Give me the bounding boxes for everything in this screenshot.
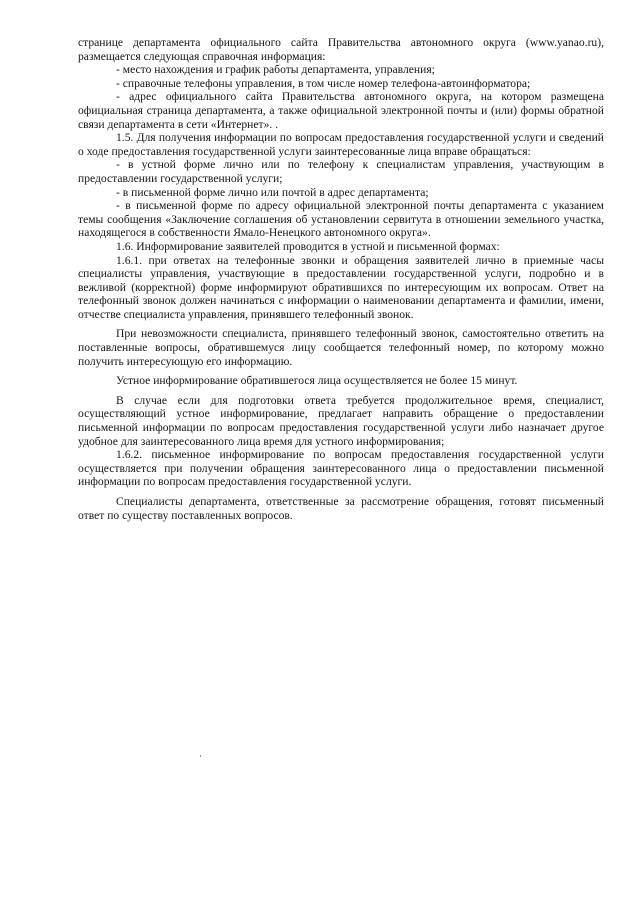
- list-item-website: - адрес официального сайта Правительства автономного округа, на котором размещена официальная страница департамента, а также официальной электронной почты и (или) формы обратной связи департамента в сети «Интернет». .: [78, 90, 604, 131]
- paragraph-specialists: Специалисты департамента, ответственные за рассмотрение обращения, готовят письменный ответ по существу поставленных вопросов.: [78, 495, 604, 522]
- paragraph-15-minutes: Устное информирование обратившегося лица осуществляется не более 15 минут.: [116, 374, 518, 388]
- paragraph-1-6: 1.6. Информирование заявителей проводится в устной и письменной формах:: [116, 239, 500, 253]
- list-item-location: - место нахождения и график работы департамента, управления;: [116, 63, 435, 77]
- list-item-phones: - справочные телефоны управления, в том числе номер телефона-автоинформатора;: [116, 76, 531, 90]
- list-item-written-email: - в письменной форме по адресу официальной электронной почты департамента с указанием темы сообщения «Заключение соглашения об установлении сервитута в отношении земельного участка, находящегося в собственности Ямало-Ненецкого автономного округа».: [78, 199, 604, 240]
- paragraph-1-5: 1.5. Для получения информации по вопросам предоставления государственной услуги и сведений о ходе предоставления государственной услуги заинтересованные лица вправе обращаться:: [78, 131, 604, 158]
- list-item-oral: - в устной форме лично или по телефону к специалистам управления, участвующим в предоставлении государственной услуги;: [78, 158, 604, 185]
- scan-speck: [200, 755, 201, 757]
- document-page: [78, 36, 604, 522]
- paragraph-intro: странице департамента официального сайта Правительства автономного округа (www.yanao.ru), размещается следующая справочная информация:: [78, 36, 604, 63]
- list-item-written-mail: - в письменной форме лично или почтой в адрес департамента;: [116, 185, 429, 199]
- paragraph-1-6-1: 1.6.1. при ответах на телефонные звонки и обращения заявителей лично в приемные часы специалисты управления, участвующие в предоставлении государственной услуги, подробно и в вежливой (корректной) форме информируют обратившихся по интересующим их вопросам. Ответ на телефонный звонок должен начинаться с информации о наименовании департамента и фамилии, имени, отчестве специалиста управления, принявшего телефонный звонок.: [78, 253, 604, 321]
- paragraph-impossibility: При невозможности специалиста, принявшего телефонный звонок, самостоятельно ответить на поставленные вопросы, обратившемуся лицу сообщается телефонный номер, по которому можно получить интересующую его информацию.: [78, 327, 604, 368]
- paragraph-long-answer: В случае если для подготовки ответа требуется продолжительное время, специалист, осуществляющий устное информирование, предлагает направить обращение о предоставлении письменной информации по вопросам предоставления государственной услуги либо назначает другое удобное для заинтересованного лица время для устного информирования;: [78, 393, 604, 448]
- paragraph-1-6-2: 1.6.2. письменное информирование по вопросам предоставления государственной услуги осуществляется при получении обращения заинтересованного лица о предоставлении письменной информации по вопросам предоставления государственной услуги.: [78, 448, 604, 489]
